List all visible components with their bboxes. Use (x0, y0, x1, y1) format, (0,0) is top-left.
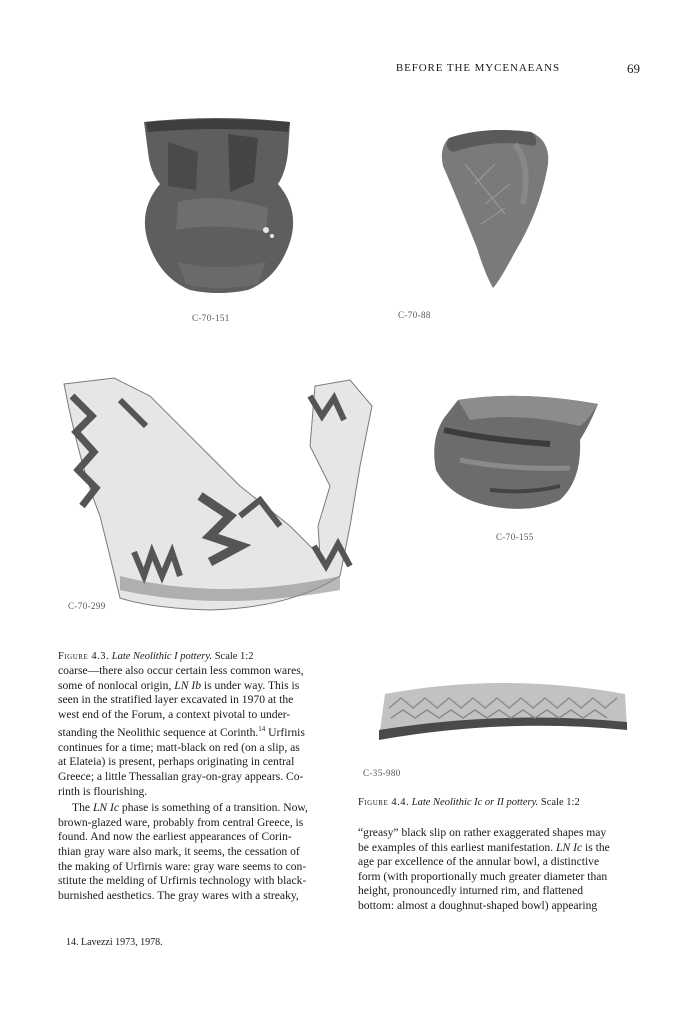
paragraph-1 (58, 664, 337, 799)
cone-label: C-70-88 (398, 310, 431, 320)
jar-photo (138, 112, 300, 296)
text-line: found. And now the earliest appearances of Corin- (58, 830, 292, 844)
sherd-label: C-35-980 (363, 768, 401, 778)
text-line: at Elateia) is present, perhaps originating in central (58, 755, 295, 769)
incised-rim-sherd-photo (375, 668, 631, 748)
text-line: burnished aesthetics. The gray wares with a streaky, (58, 888, 299, 902)
figure-4-3-number: Figure 4.3. (58, 651, 110, 662)
text-line: seen in the stratified layer excavated in 1970 at the (58, 693, 294, 707)
painted-bowl-photo (60, 376, 378, 614)
text-line: stitute the melding of Urfirnis technology with black- (58, 874, 307, 888)
jar-label: C-70-151 (192, 313, 230, 323)
figure-4-3-scale: Scale 1:2 (214, 651, 254, 662)
text-line: some of nonlocal origin, LN Ib is under way. This is (58, 678, 300, 692)
text-line: age par excellence of the annular bowl, a distinctive (358, 855, 600, 869)
text-line: be examples of this earliest manifestation. LN Ic is the (358, 840, 610, 854)
text-line: Greece; a little Thessalian gray-on-gray appears. Co- (58, 770, 304, 784)
left-column (58, 664, 337, 903)
paragraph-3 (358, 826, 639, 914)
cone-photo (435, 124, 553, 296)
text-line: The LN Ic phase is something of a transition. Now, (72, 801, 308, 815)
figure-4-4-caption (358, 796, 580, 810)
text-line: bottom: almost a doughnut-shaped bowl) appearing (358, 898, 598, 912)
page-number: 69 (627, 61, 640, 76)
running-head: BEFORE THE MYCENAEANS (395, 62, 560, 74)
figure-4-3-title: Late Neolithic I pottery. (111, 651, 213, 662)
rim-fragment-photo (430, 390, 602, 514)
text-line: continues for a time; matt-black on red (on a slip, as (58, 740, 300, 754)
figure-4-3-caption (58, 650, 253, 664)
figure-4-4-number: Figure 4.4. (358, 797, 410, 808)
text-line: coarse—there also occur certain less common wares, (58, 664, 304, 677)
text-line: west end of the Forum, a context pivotal to under- (58, 707, 291, 721)
right-column (358, 826, 639, 914)
text-line: form (with proportionally much greater diameter than (358, 869, 608, 883)
text-line: the making of Urfirnis ware: gray ware seems to con- (58, 859, 307, 873)
text-line: brown-glazed ware, probably from central Greece, is (58, 815, 304, 829)
text-line: height, pronouncedly inturned rim, and flattened (358, 884, 584, 898)
figure-4-4-scale: Scale 1:2 (540, 797, 580, 808)
bowl-label: C-70-299 (68, 601, 106, 611)
text-line: standing the Neolithic sequence at Corinth.$^{14}$ Urfirnis (58, 725, 305, 740)
footnote: 14. Lavezzi 1973, 1978. (66, 937, 163, 948)
text-line: rinth is flourishing. (58, 784, 148, 798)
paragraph-2 (58, 801, 337, 903)
text-line: thian gray ware also mark, it seems, the cessation of (58, 844, 300, 858)
text-line: “greasy” black slip on rather exaggerated shapes may (358, 826, 607, 839)
figure-4-4-title: Late Neolithic Ic or II pottery. (411, 797, 539, 808)
rim-label: C-70-155 (496, 532, 534, 542)
